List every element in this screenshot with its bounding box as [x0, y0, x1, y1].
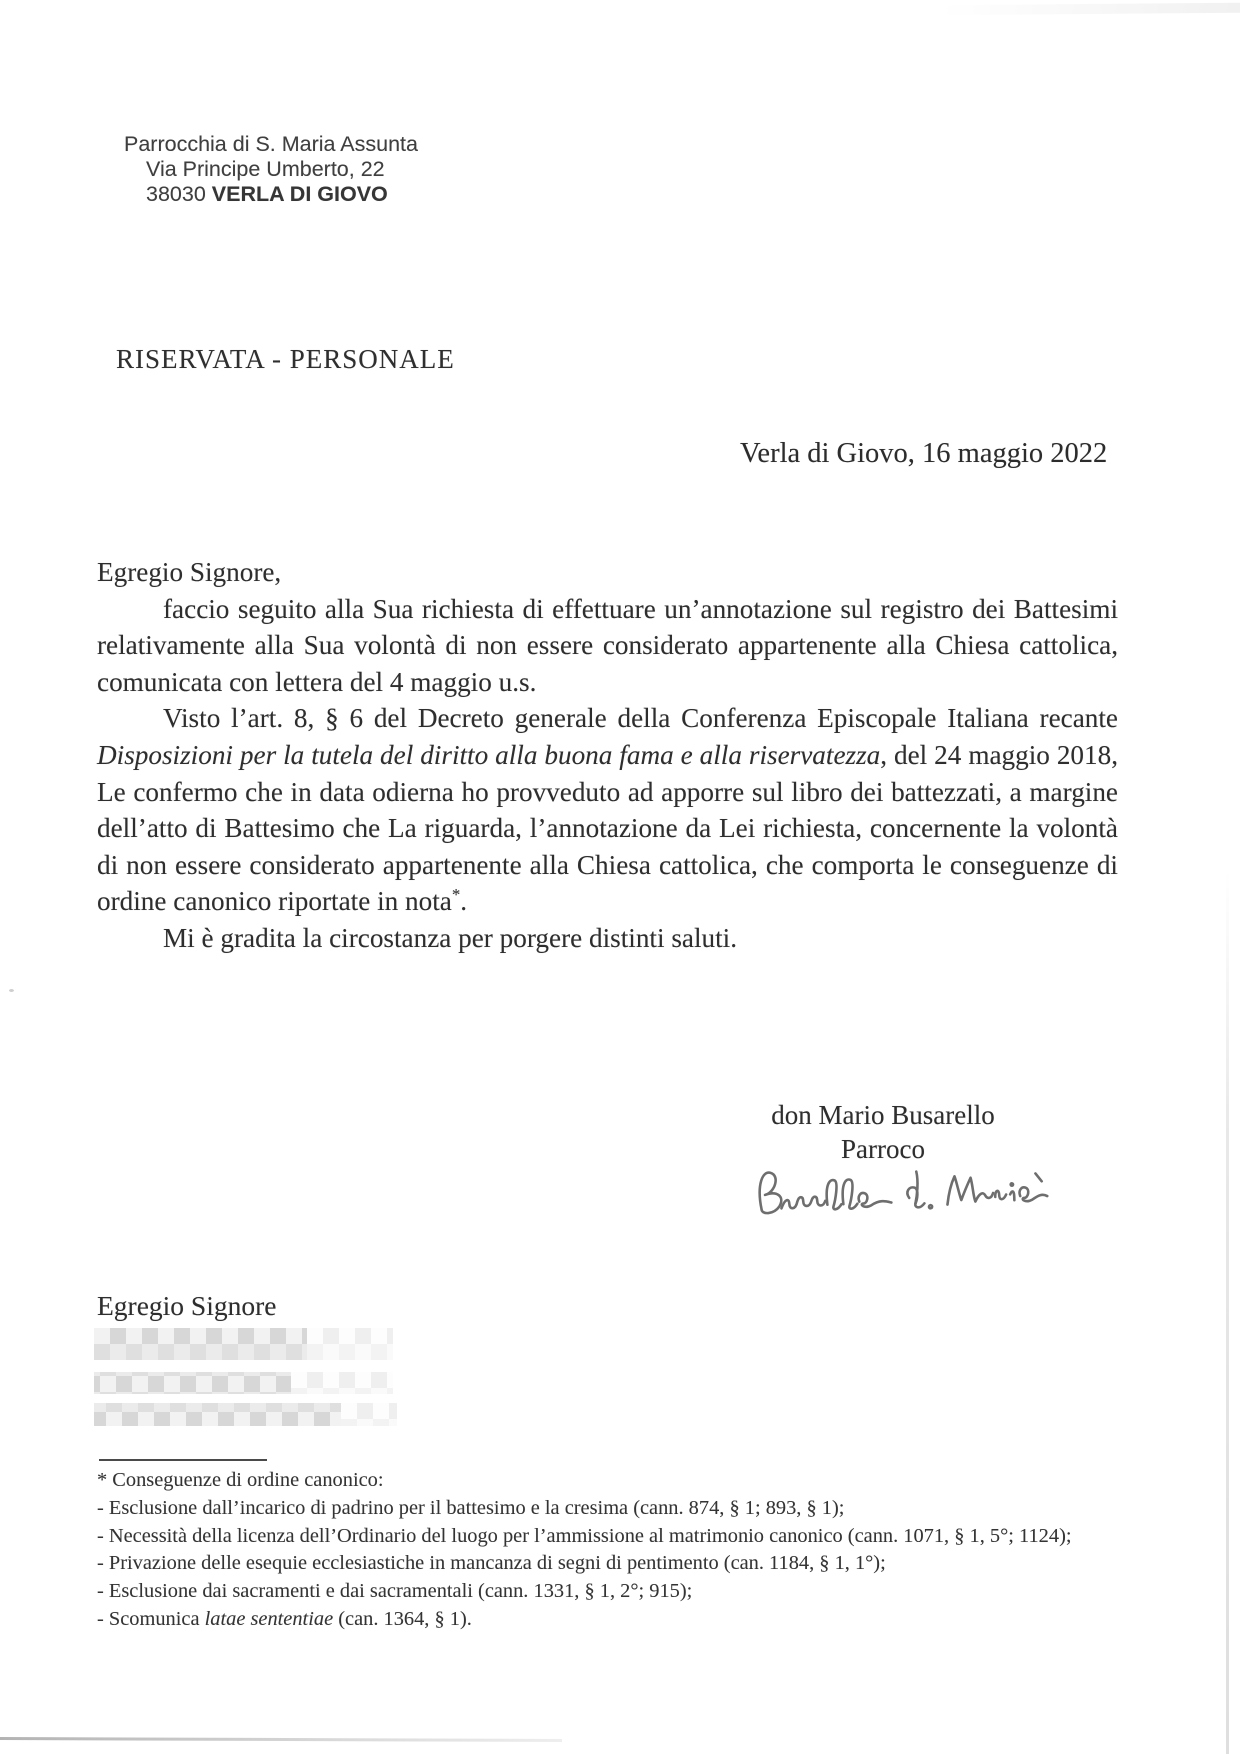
date-line: Verla di Giovo, 16 maggio 2022	[740, 438, 1108, 469]
letterhead-postal-code: 38030	[146, 182, 212, 206]
recipient-label: Egregio Signore	[97, 1290, 277, 1321]
recipient-block	[97, 1292, 341, 1426]
redacted-address-line-1	[94, 1328, 307, 1360]
letterhead	[124, 132, 418, 207]
footnote-item-5-pre: - Scomunica	[97, 1607, 205, 1630]
signatory-title: Parroco	[841, 1134, 925, 1164]
latae-sententiae-italic: latae sententiae	[204, 1607, 334, 1630]
paragraph-2-text-pre: Visto l’art. 8, § 6 del Decreto generale della Conferenza Episcopale Italiana recante	[163, 703, 1118, 734]
scan-artifact-top-streak	[940, 3, 1240, 16]
footnote-separator-rule	[99, 1459, 267, 1461]
paragraph-2-text-mid: , del 24 maggio 2018, Le confermo che in data odierna ho provveduto ad apporre sul libro dei battezzati, a margine dell’atto di Battesimo che La riguarda, l’annotazione da Lei richiesta, concernente la volontà di non essere considerato appartenente alla Chiesa cattolica, che comporta le conseguenze di ordine canonico riportate in nota	[97, 739, 1118, 917]
redacted-address-line-3	[94, 1403, 341, 1426]
salutation: Egregio Signore,	[97, 557, 282, 587]
scan-artifact-speck	[9, 989, 14, 992]
decree-title-italic: Disposizioni per la tutela del diritto alla buona fama e alla riservatezza	[97, 739, 881, 770]
footnote-item-1: - Esclusione dall’incarico di padrino per il battesimo e la cresima (cann. 874, § 1; 893, § 1);	[97, 1496, 845, 1519]
body-paragraph-2	[97, 700, 1118, 920]
scan-artifact-bottom-line	[0, 1737, 562, 1742]
footnote-asterisk-mark: *	[451, 885, 461, 905]
footnote-item-5-post: (can. 1364, § 1).	[333, 1607, 472, 1630]
footnote-item-4: - Esclusione dai sacramenti e dai sacramentali (cann. 1331, § 1, 2°; 915);	[97, 1580, 693, 1603]
footnote-item-2: - Necessità della licenza dell’Ordinario del luogo per l’ammissione al matrimonio canonico (cann. 1071, § 1, 5°; 1124);	[97, 1524, 1072, 1547]
classification-label: RISERVATA - PERSONALE	[116, 344, 455, 374]
letterhead-city-line	[146, 182, 418, 207]
letterhead-city: VERLA DI GIOVO	[211, 182, 388, 206]
footnote-item-5	[97, 1606, 1172, 1634]
footnote-heading: * Conseguenze di ordine canonico:	[97, 1469, 384, 1491]
footnote-item-3: - Privazione delle esequie ecclesiastiche in mancanza di segni di pentimento (can. 1184, § 1, 1°);	[97, 1552, 886, 1575]
footnote-block	[97, 1452, 1172, 1634]
letter-body	[97, 554, 1118, 957]
body-paragraph-3: Mi è gradita la circostanza per porgere distinti saluti.	[163, 922, 738, 953]
redacted-address-line-2	[94, 1372, 291, 1394]
body-paragraph-1: faccio seguito alla Sua richiesta di effettuare un’annotazione sul registro dei Battesimi relativamente alla Sua volontà di non essere considerato appartenente alla Chiesa cattolica, comunicata con lettera del 4 maggio u.s.	[97, 593, 1118, 697]
handwritten-signature	[749, 1147, 1064, 1238]
letterhead-street: Via Principe Umberto, 22	[146, 157, 385, 181]
paragraph-2-period: .	[460, 886, 468, 917]
letterhead-parish-name: Parrocchia di S. Maria Assunta	[124, 132, 418, 156]
signatory-name: don Mario Busarello	[771, 1100, 995, 1130]
scan-artifact-right-line	[1226, 870, 1229, 1754]
